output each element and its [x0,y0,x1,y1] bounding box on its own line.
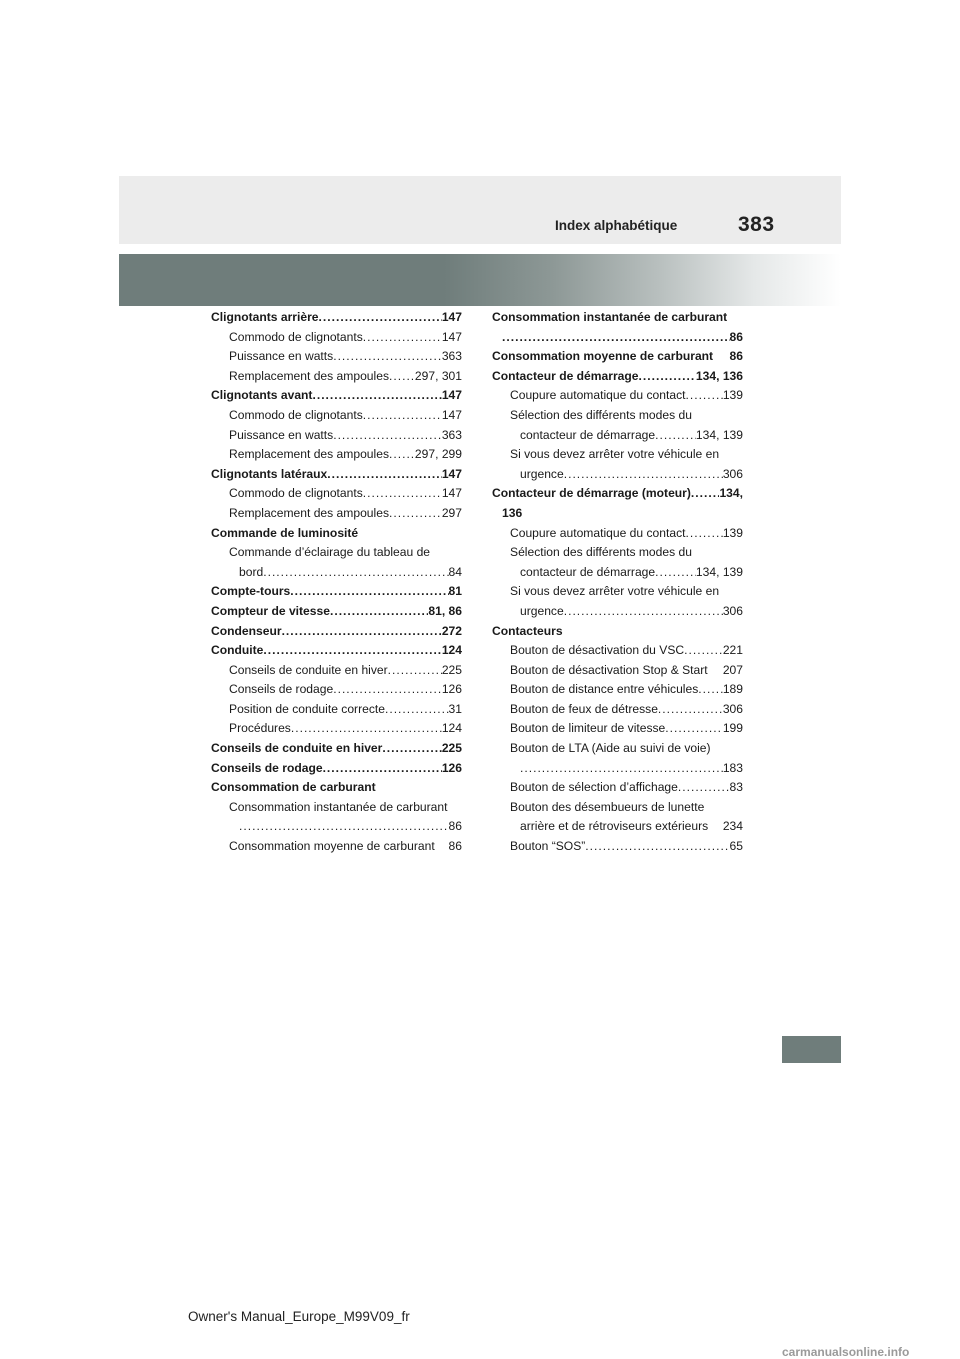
entry-page-ref: 199 [722,721,743,736]
entry-page-ref: 139 [722,525,743,540]
entry-term: Clignotants latéraux [211,466,328,481]
dot-leader [502,328,730,348]
index-entry [211,465,462,485]
dot-leader [655,563,696,583]
entry-page-ref: 31 [448,701,462,716]
dot-leader [291,719,442,739]
chapter-tab [782,1036,841,1063]
index-entry [211,504,462,524]
entry-term: urgence [520,466,564,481]
index-entry [492,817,743,837]
index-entry [211,308,462,328]
entry-term: Conseils de conduite en hiver [211,741,383,756]
page-number: 383 [738,213,775,236]
entry-page-ref: 147 [441,486,462,501]
index-entry [211,700,462,720]
entry-page-ref: 297, 301 [414,368,462,383]
entry-term: Commodo de clignotants [229,329,363,344]
dot-leader [389,445,415,465]
index-entry [211,719,462,739]
entry-page-ref: 225 [441,662,462,677]
entry-page-ref: 139 [722,388,743,403]
entry-term: Conduite [211,643,264,658]
entry-term: Bouton de distance entre véhicules [510,682,699,697]
dot-leader [363,328,442,348]
dot-leader [239,817,449,837]
header-band [119,176,841,244]
entry-page-ref: 225 [441,741,462,756]
entry-term: Conseils de rodage [229,682,334,697]
entry-page-ref: 84 [448,564,462,579]
index-entry [492,798,743,818]
entry-term: Remplacement des ampoules [229,505,389,520]
entry-term: Bouton des désembueurs de lunette [510,799,705,814]
entry-term: contacteur de démarrage [520,427,656,442]
index-entry [211,328,462,348]
entry-page-ref: 83 [729,780,743,795]
section-title: Index alphabétique [555,218,678,233]
index-entry [492,778,743,798]
entry-term: Procédures [229,721,291,736]
index-column-right [492,308,743,857]
entry-term: bord [239,564,264,579]
index-entry [492,406,743,426]
index-entry [211,582,462,602]
entry-term: Clignotants avant [211,388,313,403]
dot-leader [263,641,441,661]
index-entry [492,426,743,446]
dot-leader [382,739,441,759]
entry-term: Coupure automatique du contact [510,388,686,403]
decorative-gradient-bar [119,254,841,306]
index-entry [211,543,462,563]
entry-page-ref: 134, 139 [695,427,743,442]
dot-leader [333,680,442,700]
entry-term: contacteur de démarrage [520,564,656,579]
entry-page-ref: 234 [722,819,743,834]
index-entry [492,739,743,759]
index-entry [211,445,462,465]
entry-page-ref: 297 [441,505,462,520]
dot-leader [282,622,442,642]
entry-term: Bouton de sélection d’affichage [510,780,678,795]
entry-page-ref: 147 [441,329,462,344]
entry-page-ref: 86 [448,819,462,834]
dot-leader [564,465,723,485]
entry-term: Bouton “SOS” [510,839,586,854]
index-entry [211,406,462,426]
entry-page-ref: 81 [448,584,462,599]
index-entry [211,347,462,367]
dot-leader [263,563,448,583]
dot-leader [333,426,442,446]
index-column-left [211,308,462,857]
dot-leader [678,778,730,798]
entry-term: Commodo de clignotants [229,407,363,422]
entry-page-ref: 363 [441,427,462,442]
entry-term: Bouton de feux de détresse [510,701,658,716]
watermark: carmanualsonline.info [782,1345,910,1359]
entry-term: Puissance en watts [229,349,334,364]
entry-term: Consommation moyenne de carburant [492,349,714,364]
index-entry [492,602,743,622]
index-entry [211,386,462,406]
index-entry [211,739,462,759]
manual-footer: Owner's Manual_Europe_M99V09_fr [188,1309,410,1324]
entry-page-ref: 126 [441,682,462,697]
entry-term: Sélection des différents modes du [510,407,692,422]
entry-term: Si vous devez arrêter votre véhicule en [510,584,720,599]
dot-leader [333,347,442,367]
entry-term: Bouton de désactivation du VSC [510,643,685,658]
index-entry [211,563,462,583]
index-entry [211,778,462,798]
entry-page-ref: 272 [441,623,462,638]
entry-term: Puissance en watts [229,427,334,442]
index-entry [492,504,743,524]
entry-term: Bouton de désactivation Stop & Start [510,662,708,677]
index-entry [492,347,743,367]
entry-term: Si vous devez arrêter votre véhicule en [510,447,720,462]
dot-leader [388,661,442,681]
entry-term: Consommation instantanée de carburant [229,799,448,814]
dot-leader [385,700,449,720]
dot-leader [685,386,722,406]
dot-leader [685,524,722,544]
dot-leader [389,367,415,387]
entry-page-ref: 363 [441,349,462,364]
index-entry [492,484,743,504]
index-entry [492,328,743,348]
entry-term: Remplacement des ampoules [229,368,389,383]
index-entry [492,563,743,583]
entry-page-ref: 306 [722,701,743,716]
index-entry [211,622,462,642]
entry-term: 136 [502,505,523,520]
index-entry [211,484,462,504]
entry-term: Sélection des différents modes du [510,545,692,560]
index-entry [211,798,462,818]
index-entry [211,524,462,544]
index-entry [211,759,462,779]
index-entry [492,759,743,779]
dot-leader [389,504,442,524]
dot-leader [658,700,723,720]
dot-leader [684,641,723,661]
index-entry [492,622,743,642]
entry-term: Conseils de rodage [211,760,323,775]
dot-leader [290,582,448,602]
dot-leader [698,680,723,700]
entry-term: Bouton de LTA (Aide au suivi de voie) [510,741,711,756]
index-entry [492,582,743,602]
entry-term: Conseils de conduite en hiver [229,662,388,677]
entry-page-ref: 134, 139 [695,564,743,579]
entry-page-ref: 183 [722,760,743,775]
dot-leader [639,367,696,387]
index-entry [492,308,743,328]
entry-term: Commande d’éclairage du tableau de [229,545,431,560]
entry-page-ref: 297, 299 [414,447,462,462]
entry-page-ref: 147 [441,388,462,403]
entry-term: Coupure automatique du contact [510,525,686,540]
entry-term: Contacteurs [492,623,563,638]
entry-page-ref: 221 [722,643,743,658]
index-entry [211,641,462,661]
entry-page-ref: 124 [441,721,462,736]
dot-leader [363,406,442,426]
index-entry [492,641,743,661]
entry-page-ref: 306 [722,603,743,618]
index-entry [211,837,462,857]
entry-page-ref: 126 [441,760,462,775]
index-entry [211,680,462,700]
index-entry [211,426,462,446]
index-entry [492,386,743,406]
entry-term: arrière et de rétroviseurs extérieurs [520,819,709,834]
entry-term: Condenseur [211,623,282,638]
entry-term: Commodo de clignotants [229,486,363,501]
entry-page-ref: 189 [722,682,743,697]
entry-page-ref: 124 [441,643,462,658]
entry-page-ref: 86 [729,349,743,364]
index-entry [211,367,462,387]
index-entry [492,680,743,700]
entry-page-ref: 147 [441,310,462,324]
dot-leader [330,602,428,622]
entry-page-ref: 134, 136 [695,368,743,383]
entry-term: Consommation moyenne de carburant [229,839,435,854]
entry-term: Commande de luminosité [211,525,359,540]
entry-page-ref: 81, 86 [428,603,462,618]
dot-leader [655,426,696,446]
entry-term: Consommation de carburant [211,780,376,795]
entry-page-ref: 86 [729,329,743,344]
entry-page-ref: 207 [722,662,743,677]
entry-term: Contacteur de démarrage (moteur) [492,486,691,501]
dot-leader [319,308,442,328]
dot-leader [691,484,720,504]
entry-term: Contacteur de démarrage [492,368,639,383]
entry-term: Clignotants arrière [211,310,319,324]
entry-term: Position de conduite correcte [229,701,385,716]
entry-page-ref: 86 [448,839,462,854]
entry-term: Remplacement des ampoules [229,447,389,462]
index-entry [211,817,462,837]
dot-leader [665,719,723,739]
entry-page-ref: 134, [719,486,743,501]
dot-leader [564,602,723,622]
index-entry [211,661,462,681]
index-entry [492,367,743,387]
dot-leader [327,465,442,485]
entry-page-ref: 147 [441,466,462,481]
index-entry [211,602,462,622]
dot-leader [520,759,723,779]
dot-leader [363,484,442,504]
index-entry [492,445,743,465]
entry-term: Bouton de limiteur de vitesse [510,721,666,736]
index-entry [492,543,743,563]
index-entry [492,661,743,681]
dot-leader [323,759,442,779]
entry-term: Compte-tours [211,584,291,599]
index-entry [492,524,743,544]
dot-leader [312,386,441,406]
entry-term: Consommation instantanée de carburant [492,310,728,324]
index-entry [492,700,743,720]
index-entry [492,465,743,485]
index-entry [492,719,743,739]
entry-page-ref: 306 [722,466,743,481]
entry-page-ref: 147 [441,407,462,422]
entry-page-ref: 65 [729,839,743,854]
entry-term: urgence [520,603,564,618]
entry-term: Compteur de vitesse [211,603,330,618]
dot-leader [585,837,729,857]
index-entry [492,837,743,857]
